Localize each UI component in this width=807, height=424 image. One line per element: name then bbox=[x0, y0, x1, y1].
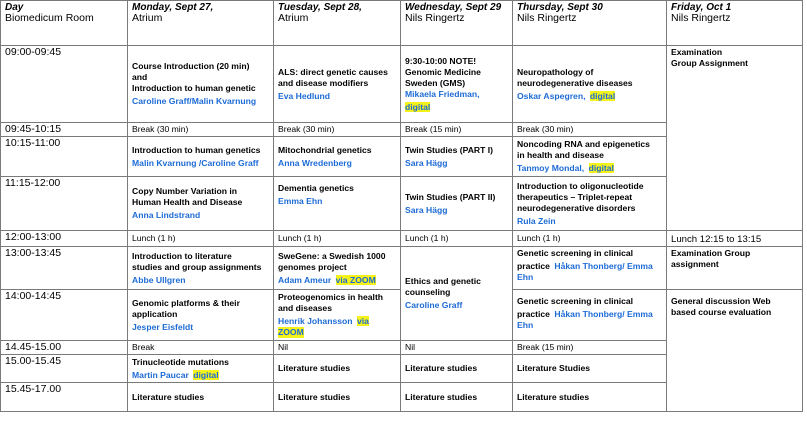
session-title: Literature studies bbox=[517, 391, 590, 402]
session-cell bbox=[401, 177, 513, 231]
session-title: Genomic Medicine bbox=[405, 66, 481, 77]
header-row bbox=[1, 1, 803, 46]
speaker-link[interactable]: Anna Wredenberg bbox=[278, 157, 352, 168]
lunch-label: Lunch (1 h) bbox=[517, 233, 561, 243]
wednesday-name: Wednesday, Sept 29 bbox=[405, 2, 502, 13]
thursday-room: Nils Ringertz bbox=[517, 12, 577, 24]
wednesday-header bbox=[401, 1, 513, 46]
session-title: Literature studies bbox=[278, 391, 351, 402]
session-title: Sweden (GMS) bbox=[405, 77, 466, 88]
break-label: Nil bbox=[278, 342, 289, 352]
time-slot: 15.00-15.45 bbox=[1, 355, 128, 383]
time-slot: 14.45-15.00 bbox=[1, 341, 128, 355]
speaker-link[interactable]: Malin Kvarnung /Caroline Graff bbox=[132, 157, 259, 168]
tuesday-room: Atrium bbox=[278, 12, 309, 24]
break-label: Break bbox=[132, 342, 155, 352]
session-cell bbox=[401, 247, 513, 341]
break-label: Break (30 min) bbox=[278, 124, 335, 134]
session-title: Trinucleotide mutations bbox=[132, 356, 229, 367]
session-cell bbox=[667, 290, 803, 412]
time-slot: 12:00-13:00 bbox=[1, 231, 128, 247]
break-label: Break (30 min) bbox=[132, 124, 189, 134]
time-slot: 14:00-14:45 bbox=[1, 290, 128, 341]
speaker-link[interactable]: Tanmoy Mondal, bbox=[517, 163, 585, 173]
wednesday-room: Nils Ringertz bbox=[405, 12, 465, 24]
lunch-label: Lunch (1 h) bbox=[405, 233, 449, 243]
session-title: application bbox=[132, 308, 178, 319]
session-title: Genomic platforms & their bbox=[132, 297, 240, 308]
break-label: Nil bbox=[405, 342, 416, 352]
session-cell bbox=[513, 290, 667, 341]
session-title: Neuropathology of bbox=[517, 66, 594, 77]
session-title: Literature studies bbox=[405, 363, 478, 373]
session-title: based course evaluation bbox=[671, 307, 772, 317]
monday-room: Atrium bbox=[132, 12, 163, 24]
friday-name: Friday, Oct 1 bbox=[671, 2, 732, 13]
zoom-badge: via bbox=[356, 316, 369, 326]
session-title: Genetic screening in clinical bbox=[517, 296, 634, 306]
session-title: 9:30-10:00 NOTE! bbox=[405, 55, 477, 66]
session-title: Mitochondrial genetics bbox=[278, 144, 372, 155]
session-cell bbox=[667, 247, 803, 290]
session-cell bbox=[513, 177, 667, 231]
day-room: Biomedicum Room bbox=[5, 12, 94, 24]
digital-badge: digital bbox=[588, 163, 614, 173]
speaker-link[interactable]: Martin Paucar bbox=[132, 369, 189, 380]
time-slot: 09:00-09:45 bbox=[1, 46, 128, 123]
session-title: in health and disease bbox=[517, 150, 604, 160]
session-title: therapeutics – Triplet-repeat bbox=[517, 191, 633, 202]
session-title: Twin Studies (PART I) bbox=[405, 144, 494, 155]
time-slot: 15.45-17.00 bbox=[1, 383, 128, 412]
friday-examination-cell bbox=[667, 46, 803, 231]
time-slot: 10:15-11:00 bbox=[1, 137, 128, 177]
time-slot: 13:00-13:45 bbox=[1, 247, 128, 290]
session-title: Ethics and genetic bbox=[405, 276, 481, 286]
session-cell bbox=[128, 290, 274, 341]
speaker-link[interactable]: Ehn bbox=[517, 272, 534, 282]
lunch-label: Lunch 12:15 to 13:15 bbox=[671, 234, 762, 245]
time-slot: 09:45-10:15 bbox=[1, 123, 128, 137]
session-cell bbox=[274, 290, 401, 341]
session-title: Twin Studies (PART II) bbox=[405, 191, 496, 202]
session-title: Human Health and Disease bbox=[132, 197, 243, 207]
zoom-badge: via ZOOM bbox=[335, 274, 376, 285]
session-cell bbox=[128, 46, 274, 123]
day-header bbox=[1, 1, 128, 46]
session-title: and bbox=[132, 72, 148, 82]
session-cell bbox=[513, 46, 667, 123]
friday-room: Nils Ringertz bbox=[671, 12, 731, 24]
break-label: Break (15 min) bbox=[517, 342, 574, 352]
session-title: Genetic screening in clinical bbox=[517, 248, 634, 258]
session-cell bbox=[513, 137, 667, 177]
session-title: Noncoding RNA and epigenetics bbox=[517, 139, 650, 149]
session-cell bbox=[274, 247, 401, 290]
session-title: practice bbox=[517, 309, 550, 319]
session-cell bbox=[401, 137, 513, 177]
speaker-link[interactable]: Rula Zein bbox=[517, 215, 556, 226]
session-title: and disease modifiers bbox=[278, 77, 369, 88]
zoom-badge: ZOOM bbox=[278, 327, 304, 337]
speaker-link[interactable]: Anna Lindstrand bbox=[132, 210, 201, 220]
friday-header bbox=[667, 1, 803, 46]
session-cell bbox=[274, 137, 401, 177]
break-label: Break (15 min) bbox=[405, 124, 462, 134]
speaker-link[interactable]: Abbe Ullgren bbox=[132, 274, 186, 285]
session-title: Group Assignment bbox=[671, 58, 749, 68]
session-cell bbox=[128, 247, 274, 290]
session-title: Introduction to oligonucleotide bbox=[517, 180, 644, 191]
session-cell bbox=[513, 247, 667, 290]
session-title: SweGene: a Swedish 1000 bbox=[278, 250, 386, 261]
session-cell bbox=[274, 46, 401, 123]
thursday-name: Thursday, Sept 30 bbox=[517, 2, 603, 13]
speaker-link[interactable]: Håkan Thonberg/ Emma bbox=[554, 309, 653, 319]
session-cell bbox=[128, 137, 274, 177]
session-title: genomes project bbox=[278, 261, 347, 272]
day-label: Day bbox=[5, 2, 24, 13]
break-label: Break (30 min) bbox=[517, 124, 574, 134]
speaker-link[interactable]: Emma Ehn bbox=[278, 196, 323, 206]
session-title: Literature studies bbox=[132, 391, 205, 402]
tuesday-header bbox=[274, 1, 401, 46]
digital-badge: digital bbox=[405, 101, 431, 112]
speaker-link[interactable]: Caroline Graff bbox=[405, 300, 463, 310]
time-slot: 11:15-12:00 bbox=[1, 177, 128, 231]
session-cell bbox=[128, 177, 274, 231]
session-title: Introduction to human genetic bbox=[132, 83, 256, 93]
table-row bbox=[1, 231, 803, 247]
speaker-link[interactable]: Sara Hägg bbox=[405, 157, 448, 168]
speaker-link[interactable]: Caroline Graff/Malin Kvarnung bbox=[132, 96, 257, 106]
lunch-label: Lunch (1 h) bbox=[132, 233, 176, 243]
monday-header bbox=[128, 1, 274, 46]
session-cell bbox=[128, 355, 274, 383]
speaker-link[interactable]: Ehn bbox=[517, 320, 534, 330]
session-title: Proteogenomics in health bbox=[278, 292, 384, 302]
session-title: assignment bbox=[671, 259, 719, 269]
tuesday-name: Tuesday, Sept 28, bbox=[278, 2, 362, 13]
speaker-link[interactable]: Jesper Eisfeldt bbox=[132, 321, 194, 332]
monday-name: Monday, Sept 27, bbox=[132, 2, 214, 13]
speaker-link[interactable]: Mikaela Friedman, bbox=[405, 88, 480, 99]
session-title: General discussion Web bbox=[671, 296, 771, 306]
speaker-link[interactable]: Henrik Johansson bbox=[278, 316, 353, 326]
lunch-label: Lunch (1 h) bbox=[278, 233, 322, 243]
session-title: Examination bbox=[671, 47, 723, 57]
session-title: Literature Studies bbox=[517, 363, 591, 373]
speaker-link[interactable]: Sara Hägg bbox=[405, 204, 448, 215]
session-title: ALS: direct genetic causes bbox=[278, 66, 388, 77]
session-title: Literature studies bbox=[405, 391, 478, 402]
session-title: neurodegenerative diseases bbox=[517, 77, 633, 88]
speaker-link[interactable]: Eva Hedlund bbox=[278, 90, 331, 101]
thursday-header bbox=[513, 1, 667, 46]
session-title: neurodegenerative disorders bbox=[517, 202, 636, 213]
session-title: counseling bbox=[405, 287, 451, 297]
session-title: Literature studies bbox=[278, 363, 351, 373]
digital-badge: digital bbox=[193, 369, 219, 380]
table-row bbox=[1, 46, 803, 123]
session-title: Introduction to human genetics bbox=[132, 144, 261, 155]
speaker-link[interactable]: Oskar Aspegren, bbox=[517, 90, 586, 101]
session-title: studies and group assignments bbox=[132, 261, 262, 272]
session-title: Copy Number Variation in bbox=[132, 186, 238, 196]
table-row bbox=[1, 247, 803, 290]
session-title: Course Introduction (20 min) bbox=[132, 61, 250, 71]
session-title: practice bbox=[517, 261, 550, 271]
session-cell bbox=[274, 177, 401, 231]
digital-badge: digital bbox=[589, 90, 616, 101]
speaker-link[interactable]: Håkan Thonberg/ Emma bbox=[554, 261, 653, 271]
session-title: Dementia genetics bbox=[278, 183, 354, 193]
session-title: and diseases bbox=[278, 303, 332, 313]
session-title: Examination Group bbox=[671, 248, 751, 258]
session-title: Introduction to literature bbox=[132, 250, 232, 261]
speaker-link[interactable]: Adam Ameur bbox=[278, 274, 332, 285]
session-cell bbox=[401, 46, 513, 123]
